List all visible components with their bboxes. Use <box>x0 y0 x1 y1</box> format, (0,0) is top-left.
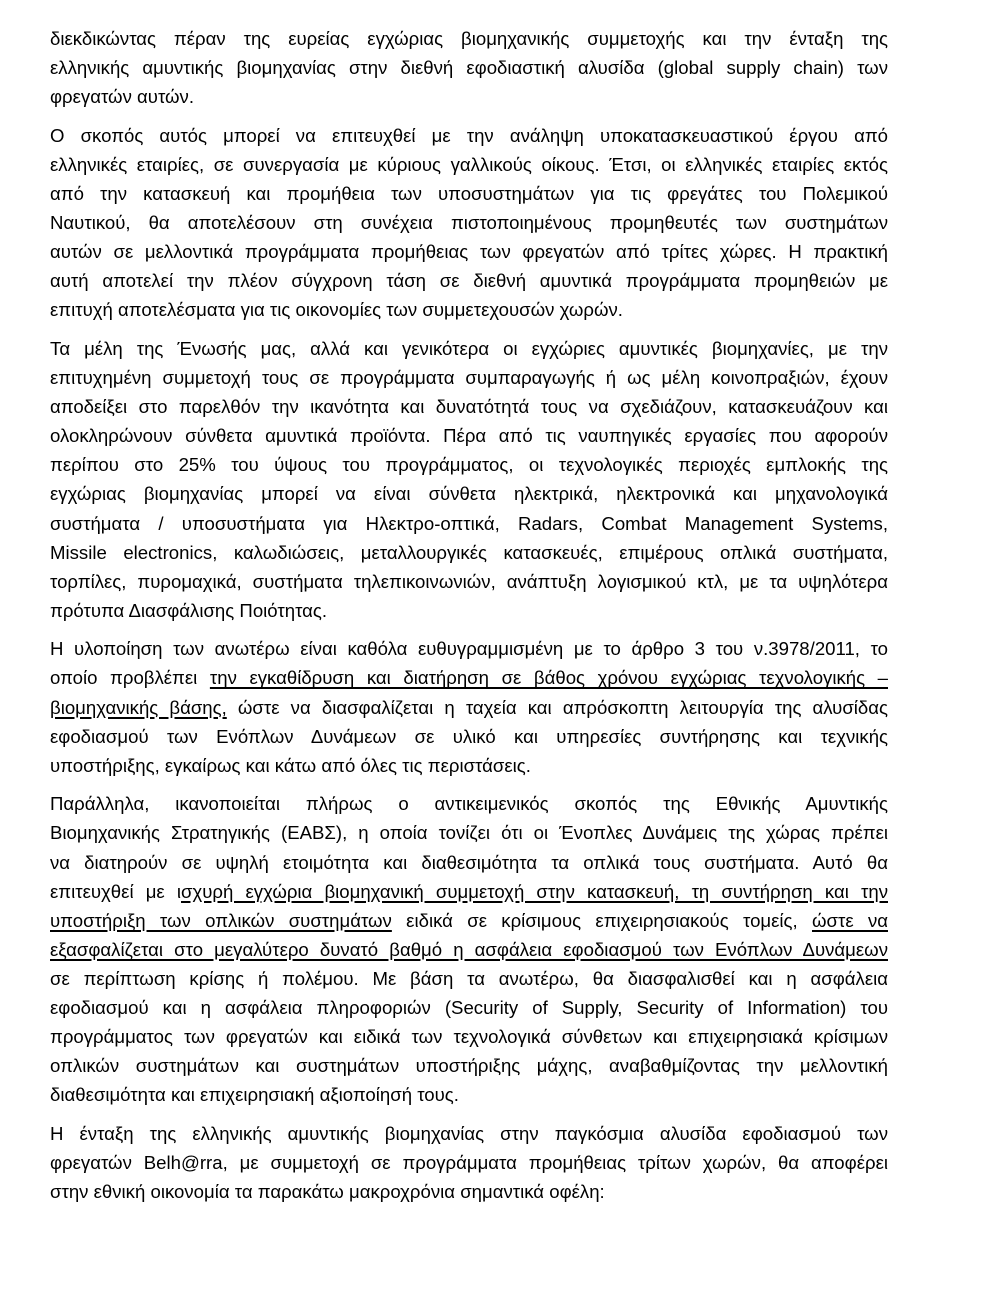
text-line <box>50 479 888 508</box>
text-line <box>50 789 888 818</box>
text-line <box>50 82 888 111</box>
text-segment: διαθεσιμότητα και επιχειρησιακή αξιοποίησή τους. <box>50 1084 459 1106</box>
text-segment: σε περίπτωση κρίσης ή πολέμου. Με βάση τα ανωτέρω, θα διασφαλισθεί και η ασφάλεια <box>50 967 888 989</box>
text-segment: υποστήριξης, εγκαίρως και κάτω από όλες τις περιστάσεις. <box>50 754 531 776</box>
text-segment: Missile electronics, καλωδιώσεις, μεταλλουργικές κατασκευές, επιμέρους οπλικά συστήματα, <box>50 541 888 563</box>
text-segment: τορπίλες, πυρομαχικά, συστήματα τηλεπικοινωνιών, ανάπτυξη λογισμικού κτλ, με τα υψηλότερα <box>50 570 888 592</box>
text-segment: συστήματα / υποσυστήματα για Ηλεκτρο-οπτικά, Radars, Combat Management Systems, <box>50 512 888 534</box>
underlined-text: ώστε να <box>812 909 888 931</box>
text-segment: ώστε να διασφαλίζεται η ταχεία και απρόσκοπτη λειτουργία της αλυσίδας <box>226 696 888 718</box>
text-line <box>50 1080 888 1109</box>
text-line <box>50 1051 888 1080</box>
text-segment: να διατηρούν σε υψηλή ετοιμότητα και διαθεσιμότητα τα οπλικά τους συστήματα. Αυτό θα <box>50 851 888 873</box>
text-line <box>50 663 888 692</box>
text-segment: φρεγατών αυτών. <box>50 86 195 108</box>
text-segment: Βιομηχανικής Στρατηγικής (ΕΑΒΣ), η οποία τονίζει ότι οι Ένοπλες Δυνάμεις της χώρας πρέπει <box>50 822 888 844</box>
text-segment: ελληνικές εταιρίες, σε συνεργασία με κύριους γαλλικούς οίκους. Έτσι, οι ελληνικές εταιρίες εκτός <box>50 153 888 175</box>
text-line <box>50 53 888 82</box>
text-line <box>50 421 888 450</box>
text-segment: επιτευχθεί με ι <box>50 880 182 902</box>
text-line <box>50 596 888 625</box>
text-segment: πρότυπα Διασφάλισης Ποιότητας. <box>50 599 328 621</box>
text-line <box>50 877 888 906</box>
text-line <box>50 295 888 324</box>
text-segment: αποδείξει στο παρελθόν την ικανότητα και δυνατότητά τους να σχεδιάζουν, κατασκευάζουν και <box>50 396 888 418</box>
text-segment: Τα μέλη της Ένωσής μας, αλλά και γενικότερα οι εγχώριες αμυντικές βιομηχανίες, με την <box>50 337 888 359</box>
text-line <box>50 450 888 479</box>
text-segment: αυτή αποτελεί την πλέον σύγχρονη τάση σε διεθνή αμυντικά προγράμματα προμηθειών με <box>50 270 888 292</box>
text-segment: οποίο προβλέπει <box>50 667 210 689</box>
text-line <box>50 150 888 179</box>
text-segment: περίπου στο 25% του ύψους του προγράμματος, οι τεχνολογικές περιοχές εμπλοκής της <box>50 454 888 476</box>
text-line <box>50 121 888 150</box>
text-segment: ελληνικής αμυντικής βιομηχανίας στην διεθνή εφοδιαστική αλυσίδα (global supply chain) των <box>50 57 888 79</box>
text-line <box>50 266 888 295</box>
text-segment: αυτών σε μελλοντικά προγράμματα προμήθειας των φρεγατών από τρίτες χώρες. Η πρακτική <box>50 241 888 263</box>
text-segment: Ο σκοπός αυτός μπορεί να επιτευχθεί με την ανάληψη υποκατασκευαστικού έργου από <box>50 124 888 146</box>
text-segment: ειδικά σε κρίσιμους επιχειρησιακούς τομείς, <box>391 909 812 931</box>
text-line <box>50 964 888 993</box>
text-segment: διεκδικώντας πέραν της ευρείας εγχώριας βιομηχανικής συμμετοχής και την ένταξη της <box>50 28 888 49</box>
text-line <box>50 1022 888 1051</box>
paragraph-5 <box>50 789 888 1109</box>
text-line <box>50 1148 888 1177</box>
paragraph-1 <box>50 24 888 111</box>
text-segment: προγράμματος των φρεγατών και ειδικά των τεχνολογικά σύνθετων και επιχειρησιακά κρίσιμων <box>50 1026 888 1048</box>
text-line <box>50 818 888 847</box>
text-line <box>50 363 888 392</box>
paragraph-3 <box>50 334 888 625</box>
text-line <box>50 538 888 567</box>
text-line <box>50 179 888 208</box>
text-segment: Η υλοποίηση των ανωτέρω είναι καθόλα ευθυγραμμισμένη με το άρθρο 3 του ν.3978/2011, το <box>50 638 888 660</box>
text-segment: εφοδιασμού των Ενόπλων Δυνάμεων σε υλικό και υπηρεσίες συντήρησης και τεχνικής <box>50 725 888 747</box>
text-segment: Η ένταξη της ελληνικής αμυντικής βιομηχανίας στην παγκόσμια αλυσίδα εφοδιασμού των <box>50 1122 888 1144</box>
underlined-text: σχυρή εγχώρια βιομηχανική συμμετοχή στην κατασκευή, τη συντήρηση και την <box>181 880 888 902</box>
text-line <box>50 722 888 751</box>
underlined-text: υποστήριξη των οπλικών συστημάτων <box>50 909 392 931</box>
text-segment: Παράλληλα, ικανοποιείται πλήρως ο αντικειμενικός σκοπός της Εθνικής Αμυντικής <box>50 793 888 815</box>
text-line <box>50 392 888 421</box>
text-line <box>50 509 888 538</box>
text-segment: στην εθνική οικονομία τα παρακάτω μακροχρόνια σημαντικά οφέλη: <box>50 1181 605 1203</box>
text-segment: εφοδιασμού και η ασφάλεια πληροφοριών (Security of Supply, Security of Information) του <box>50 997 888 1018</box>
text-line <box>50 334 888 363</box>
underlined-text: βιομηχανικής βάσης, <box>50 696 227 718</box>
text-line <box>50 1119 888 1148</box>
text-line <box>50 906 888 935</box>
text-line <box>50 751 888 780</box>
text-segment: από την κατασκευή και προμήθεια των υποσυστημάτων για τις φρεγάτες του Πολεμικού <box>50 182 888 204</box>
text-line <box>50 1177 888 1206</box>
document-page <box>50 24 888 1216</box>
text-segment: επιτυχή αποτελέσματα για τις οικονομίες των συμμετεχουσών χωρών. <box>50 299 623 321</box>
text-segment: ολοκληρώνουν σύνθετα αμυντικά προϊόντα. Πέρα από τις ναυπηγικές εργασίες που αφορούν <box>50 425 888 447</box>
paragraph-4 <box>50 634 888 779</box>
text-line <box>50 208 888 237</box>
text-segment: Ναυτικού, θα αποτελέσουν στη συνέχεια πιστοποιημένους προμηθευτές των συστημάτων <box>50 212 888 234</box>
paragraph-2 <box>50 121 888 325</box>
text-line <box>50 237 888 266</box>
text-line <box>50 993 888 1022</box>
text-segment: οπλικών συστημάτων και συστημάτων υποστήριξης μάχης, αναβαθμίζοντας την μελλοντική <box>50 1055 888 1077</box>
text-line <box>50 693 888 722</box>
text-line <box>50 848 888 877</box>
text-segment: φρεγατών Belh@rra, με συμμετοχή σε προγράμματα προμήθειας τρίτων χωρών, θα αποφέρει <box>50 1151 888 1173</box>
text-segment: εγχώριας βιομηχανίας μπορεί να είναι σύνθετα ηλεκτρικά, ηλεκτρονικά και μηχανολογικά <box>50 483 888 505</box>
text-segment: επιτυχημένη συμμετοχή τους σε προγράμματα συμπαραγωγής ή ως μέλη κοινοπραξιών, έχουν <box>50 367 888 389</box>
paragraph-6 <box>50 1119 888 1206</box>
text-line <box>50 935 888 964</box>
underlined-text: την εγκαθίδρυση και διατήρηση σε βάθος χρόνου εγχώριας τεχνολογικής – <box>209 667 888 689</box>
text-line <box>50 567 888 596</box>
text-line <box>50 634 888 663</box>
underlined-text: εξασφαλίζεται στο μεγαλύτερο δυνατό βαθμό η ασφάλεια εφοδιασμού των Ενόπλων Δυνάμεων <box>50 938 888 960</box>
text-line <box>50 24 888 53</box>
